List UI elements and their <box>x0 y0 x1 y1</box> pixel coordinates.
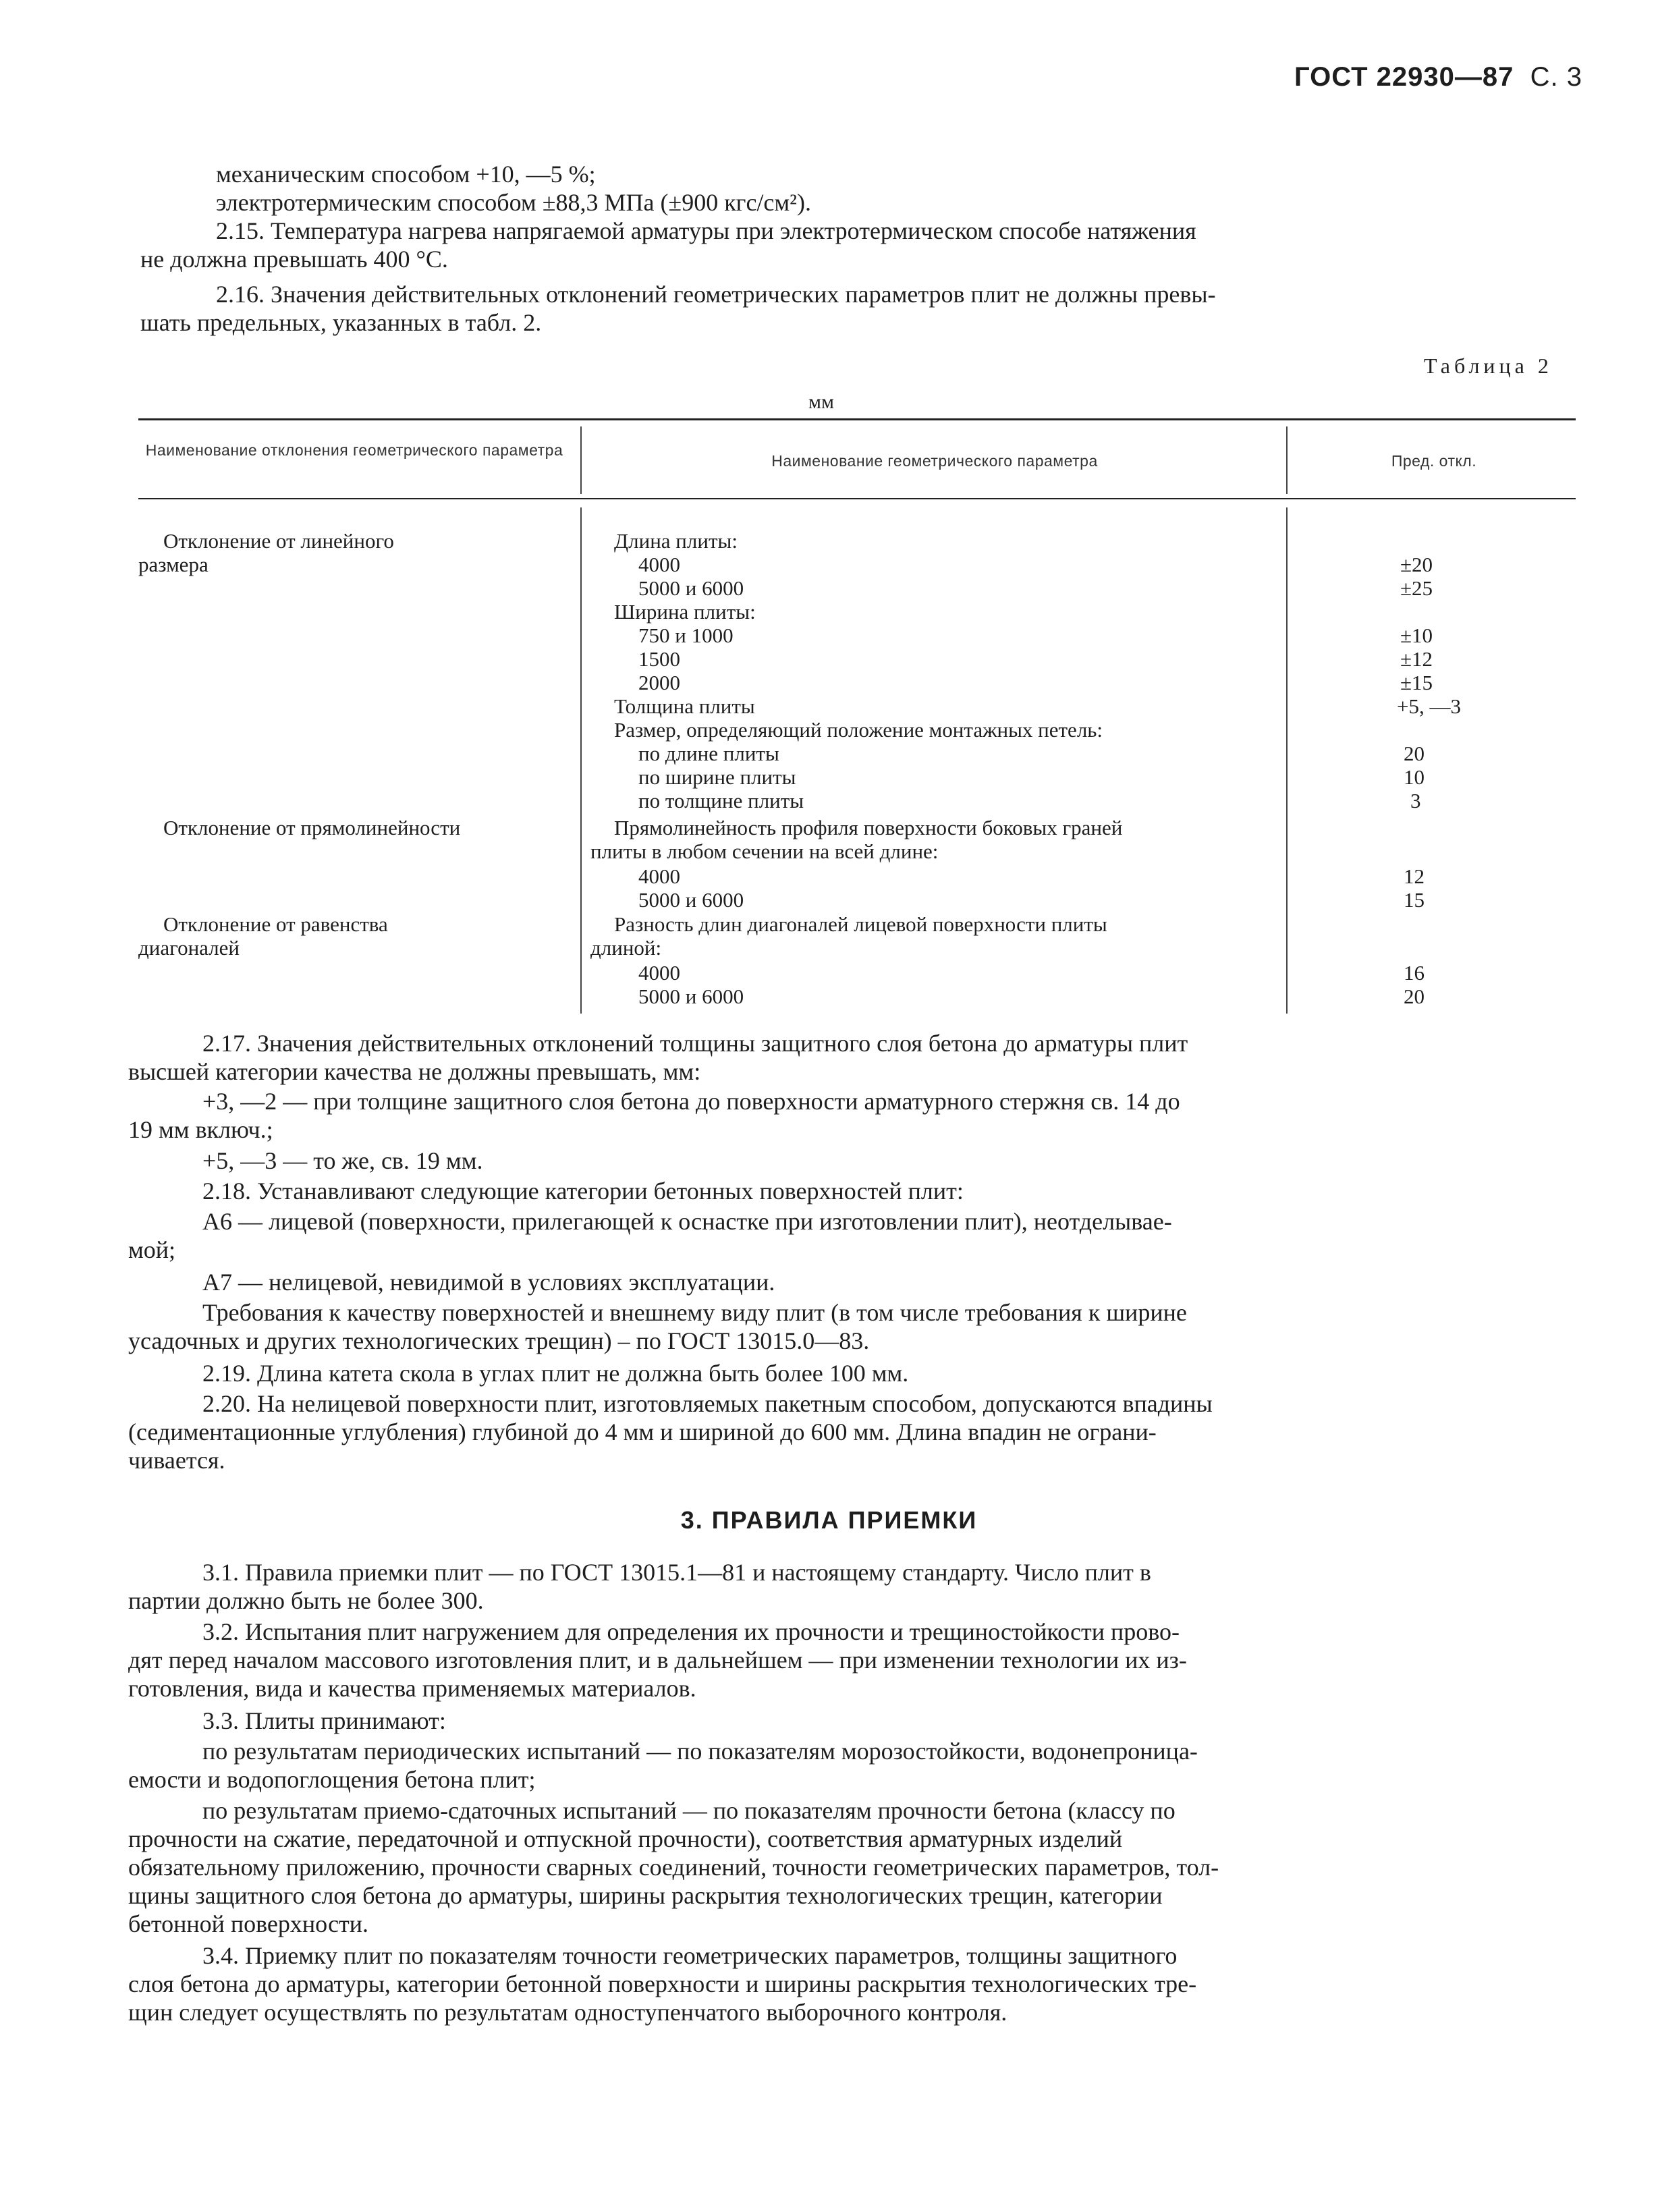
text-line: 19 мм включ.; <box>128 1116 273 1143</box>
text-line: Требования к качеству поверхностей и внешнему виду плит (в том числе требования к ширине <box>202 1299 1187 1326</box>
table-cell-tolerance: ±12 <box>1400 647 1433 671</box>
table-header-rule <box>138 498 1576 499</box>
page-header <box>1080 62 1582 92</box>
table-unit: мм <box>808 391 834 413</box>
table-cell-parameter: 2000 <box>638 671 680 694</box>
table-cell-tolerance: 3 <box>1410 789 1421 812</box>
text-line: партии должно быть не более 300. <box>128 1587 484 1614</box>
table-cell-tolerance: 10 <box>1404 765 1425 789</box>
table-column-divider <box>1286 426 1288 494</box>
table-cell-parameter: 5000 и 6000 <box>638 888 744 912</box>
table-cell-parameter: Толщина плиты <box>614 694 755 718</box>
table-cell-parameter: Прямолинейность профиля поверхности боковых граней <box>614 816 1123 839</box>
table-cell-parameter: 5000 и 6000 <box>638 985 744 1008</box>
table-cell-tolerance: 16 <box>1404 961 1425 985</box>
table-cell-parameter: Длина плиты: <box>614 529 738 553</box>
table-cell-parameter: 4000 <box>638 553 680 576</box>
text-line: прочности на сжатие, передаточной и отпускной прочности), соответствия арматурных изделий <box>128 1825 1123 1852</box>
table-cell-deviation: Отклонение от прямолинейности <box>163 816 461 839</box>
text-line: щин следует осуществлять по результатам одноступенчатого выборочного контроля. <box>128 1999 1007 2026</box>
text-line: А6 — лицевой (поверхности, прилегающей к оснастке при изготовлении плит), неотделывае- <box>202 1208 1172 1235</box>
text-line: 3.2. Испытания плит нагружением для определения их прочности и трещиностойкости прово- <box>202 1618 1180 1645</box>
table-cell-tolerance: +5, —3 <box>1397 694 1461 718</box>
text-line: не должна превышать 400 °С. <box>140 246 448 273</box>
standard-number: ГОСТ 22930—87 <box>1294 62 1514 92</box>
text-line: высшей категории качества не должны превышать, мм: <box>128 1058 701 1085</box>
text-line: усадочных и других технологических трещин) – по ГОСТ 13015.0—83. <box>128 1327 870 1354</box>
text-line: электротермическим способом ±88,3 МПа (±900 кгс/см²). <box>216 189 811 216</box>
table-header-tolerance: Пред. откл. <box>1391 452 1477 470</box>
table-cell-parameter: 4000 <box>638 864 680 888</box>
section-title: 3. ПРАВИЛА ПРИЕМКИ <box>680 1506 978 1534</box>
table-column-divider <box>580 426 582 494</box>
text-line: механическим способом +10, —5 %; <box>216 161 596 188</box>
text-line: чивается. <box>128 1447 225 1474</box>
table-caption: Таблица 2 <box>1424 354 1553 378</box>
text-line: 3.3. Плиты принимают: <box>202 1707 446 1734</box>
text-line: 2.19. Длина катета скола в углах плит не должна быть более 100 мм. <box>202 1360 909 1387</box>
table-cell-tolerance: 20 <box>1404 742 1425 765</box>
text-line: 2.20. На нелицевой поверхности плит, изготовляемых пакетным способом, допускаются впадины <box>202 1390 1213 1417</box>
table-cell-parameter: плиты в любом сечении на всей длине: <box>590 839 939 863</box>
text-line: 3.4. Приемку плит по показателям точности геометрических параметров, толщины защитного <box>202 1942 1178 1969</box>
table-cell-deviation: диагоналей <box>138 936 240 960</box>
text-line: 2.15. Температура нагрева напрягаемой арматуры при электротермическом способе натяжения <box>216 217 1196 244</box>
table-cell-parameter: Размер, определяющий положение монтажных петель: <box>614 718 1103 742</box>
text-line: дят перед началом массового изготовления плит, и в дальнейшем — при изменении технологии их из- <box>128 1647 1187 1674</box>
text-line: по результатам периодических испытаний — по показателям морозостойкости, водонепроница- <box>202 1738 1198 1765</box>
table-cell-deviation: Отклонение от линейного <box>163 529 394 553</box>
text-line: А7 — нелицевой, невидимой в условиях эксплуатации. <box>202 1269 775 1296</box>
table-cell-parameter: 1500 <box>638 647 680 671</box>
text-line: 2.17. Значения действительных отклонений толщины защитного слоя бетона до арматуры плит <box>202 1030 1188 1057</box>
table-cell-tolerance: ±15 <box>1400 671 1433 694</box>
table-cell-tolerance: 12 <box>1404 864 1425 888</box>
table-cell-parameter: Разность длин диагоналей лицевой поверхности плиты <box>614 912 1107 936</box>
table-cell-parameter: по длине плиты <box>638 742 779 765</box>
table-cell-parameter: 4000 <box>638 961 680 985</box>
table-cell-deviation: размера <box>138 553 209 576</box>
text-line: +5, —3 — то же, св. 19 мм. <box>202 1147 483 1174</box>
text-line: слоя бетона до арматуры, категории бетонной поверхности и ширины раскрытия технологических тре- <box>128 1970 1197 1997</box>
text-line: щины защитного слоя бетона до арматуры, ширины раскрытия технологических трещин, категории <box>128 1882 1163 1909</box>
text-line: 2.16. Значения действительных отклонений геометрических параметров плит не должны превы- <box>216 281 1216 308</box>
table-cell-tolerance: ±10 <box>1400 624 1433 647</box>
table-cell-parameter: 750 и 1000 <box>638 624 734 647</box>
text-line: бетонной поверхности. <box>128 1910 369 1937</box>
table-cell-parameter: Ширина плиты: <box>614 600 756 624</box>
table-cell-parameter: по ширине плиты <box>638 765 796 789</box>
text-line: емости и водопоглощения бетона плит; <box>128 1766 536 1793</box>
text-line: 2.18. Устанавливают следующие категории бетонных поверхностей плит: <box>202 1178 964 1205</box>
table-column-divider <box>1286 507 1288 1014</box>
table-cell-tolerance: 20 <box>1404 985 1425 1008</box>
table-cell-parameter: по толщине плиты <box>638 789 804 812</box>
text-line: обязательному приложению, прочности сварных соединений, точности геометрических параметров, тол- <box>128 1854 1219 1881</box>
text-line: готовления, вида и качества применяемых материалов. <box>128 1675 696 1702</box>
table-cell-tolerance: ±20 <box>1400 553 1433 576</box>
table-cell-tolerance: 15 <box>1404 888 1425 912</box>
text-line: мой; <box>128 1236 176 1263</box>
text-line: по результатам приемо-сдаточных испытаний — по показателям прочности бетона (классу по <box>202 1797 1176 1824</box>
text-line: +3, —2 — при толщине защитного слоя бетона до поверхности арматурного стержня св. 14 до <box>202 1088 1180 1115</box>
text-line: (седиментационные углубления) глубиной до 4 мм и шириной до 600 мм. Длина впадин не ограни- <box>128 1418 1157 1445</box>
table-cell-parameter: длиной: <box>590 936 662 960</box>
table-cell-tolerance: ±25 <box>1400 576 1433 600</box>
table-cell-parameter: 5000 и 6000 <box>638 576 744 600</box>
table-cell-deviation: Отклонение от равенства <box>163 912 388 936</box>
table-header-parameter: Наименование геометрического параметра <box>771 452 1098 470</box>
text-line: 3.1. Правила приемки плит — по ГОСТ 13015.1—81 и настоящему стандарту. Число плит в <box>202 1559 1151 1586</box>
text-line: шать предельных, указанных в табл. 2. <box>140 309 542 336</box>
table-column-divider <box>580 507 582 1014</box>
table-top-rule <box>138 418 1576 420</box>
page-number: С. 3 <box>1530 62 1582 92</box>
table-header-deviation: Наименование отклонения геометрического параметра <box>145 441 563 459</box>
